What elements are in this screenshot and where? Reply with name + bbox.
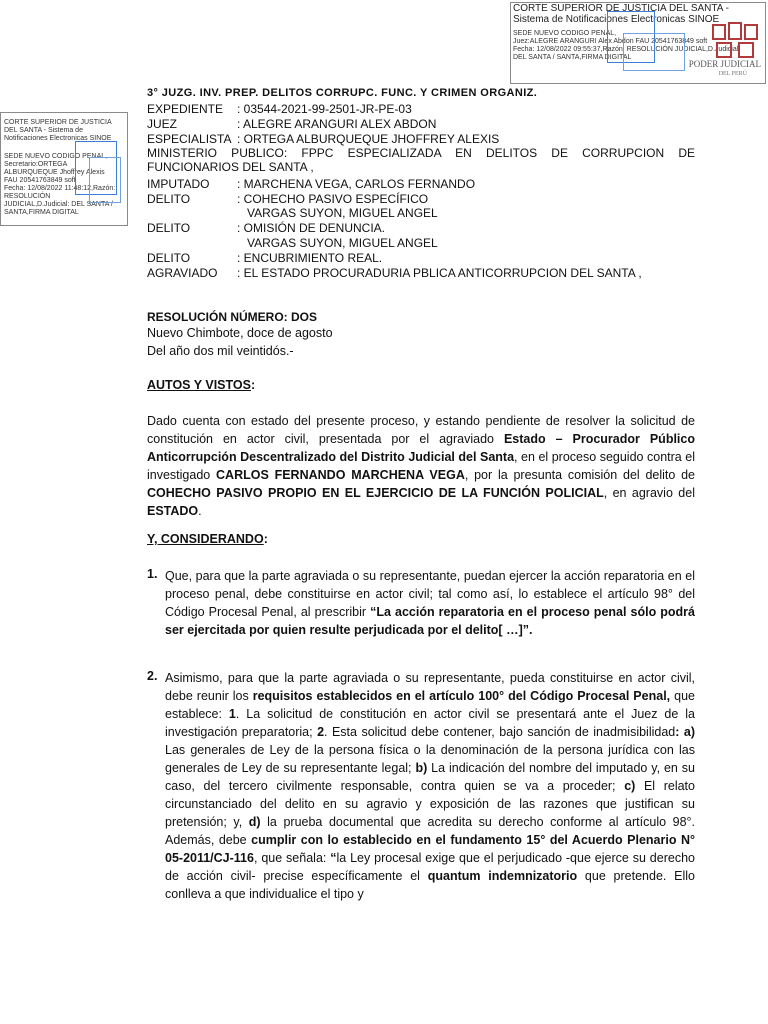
autos-heading: AUTOS Y VISTOS:	[147, 378, 256, 392]
ministerio-line: MINISTERIO PUBLICO: FPPC ESPECIALIZADA EN DELITOS DE CORRUPCION DE	[147, 146, 695, 160]
paragraph-number: 2.	[147, 669, 158, 683]
signature-seal-icon	[89, 157, 121, 203]
considerando-paragraph-2: Asimismo, para que la parte agraviada o su representante, pueda constituirse en actor civil, debe reunir los requisitos establecidos en el artículo 100° del Código Procesal Penal, que establece: 1. La solicitud de constitución en actor civil se presentará ante el Juez de la investigación preparatoria; 2. Esta solicitud debe contener, bajo sanción de inadmisibilidad: a) Las generales de Ley de la persona física o la denominación de la persona jurídica con las generales de Ley de su representante legal; b) La indicación del nombre del imputado y, en su caso, del tercero civilmente responsable, contra quien se va a proceder; c) El relato circunstanciado del delito en su agravio y exposición de las razones que justifican su pretensión; y, d) la prueba documental que acredita su derecho conforme al artículo 98°. Además, debe cumplir con lo establecido en el fundamento 15° del Acuerdo Plenario N° 05-2011/CJ-116, que señala: “la Ley procesal exige que el perjudicado -que ejerce su derecho de acción civil- precise específicamente el quantum indemnizatorio que pretende. Ello conlleva a que individualice el tipo y	[165, 671, 695, 901]
delito-value: : OMISIÓN DE DENUNCIA.	[237, 221, 386, 235]
place-date: Nuevo Chimbote, doce de agosto	[147, 326, 333, 340]
stamp-line: DEL SANTA / SANTA,FIRMA DIGITAL	[513, 54, 632, 61]
considerando-paragraph-1: Que, para que la parte agraviada o su representante, puedan ejercer la acción reparatoria en el proceso penal, debe constituirse en actor civil; tal como así, lo establece el artículo 98° del Código Procesal Penal, al prescribir “La acción reparatoria en el proceso penal sólo podrá ser ejercitada por quien resulte perjudicada por el delito[ …]”.	[165, 569, 695, 637]
stamp-line: Fecha: 12/08/2022 11:48:12,Razón:	[4, 185, 116, 192]
stamp-line: FAU 20541763849 soft	[4, 177, 76, 184]
delito-value: : ENCUBRIMIENTO REAL.	[237, 251, 383, 265]
expediente-value: : 03544-2021-99-2501-JR-PE-03	[237, 102, 412, 116]
stamp-line: JUDICIAL,D.Judicial: DEL SANTA /	[4, 201, 113, 208]
juez-label: JUEZ	[147, 117, 177, 131]
especialista-label: ESPECIALISTA	[147, 132, 232, 146]
stamp-line: Notificaciones Electronicas SINOE	[4, 135, 112, 142]
stamp-line: CORTE SUPERIOR DE JUSTICIA	[4, 119, 112, 126]
stamp-line: Sistema de Notificaciones Electronicas SINOE	[513, 14, 720, 25]
stamp-line: SEDE NUEVO CODIGO PENAL,	[513, 30, 617, 37]
digital-signature-stamp-secretary	[0, 112, 128, 226]
ministerio-publico	[147, 146, 695, 174]
stamp-line: Juez:ALEGRE ARANGURI Alex Abdon FAU 20541763849 soft	[513, 38, 708, 45]
agraviado-value: : EL ESTADO PROCURADURIA PBLICA ANTICORRUPCION DEL SANTA ,	[237, 266, 642, 280]
delito-person: VARGAS SUYON, MIGUEL ANGEL	[247, 236, 438, 250]
digital-signature-stamp-judge	[510, 2, 766, 84]
delito-value: : COHECHO PASIVO ESPECÍFICO	[237, 192, 429, 206]
poder-judicial-logo-subtext: DEL PERÚ	[718, 71, 747, 77]
especialista-value: : ORTEGA ALBURQUEQUE JHOFFREY ALEXIS	[237, 132, 500, 146]
stamp-line: Fecha: 12/08/2022 09:55:37,Razón: RESOLUCIÓN JUDICIAL,D.Judicial:	[513, 46, 741, 53]
delito-person: VARGAS SUYON, MIGUEL ANGEL	[247, 206, 438, 220]
imputado-value: : MARCHENA VEGA, CARLOS FERNANDO	[237, 177, 476, 191]
stamp-line: DEL SANTA - Sistema de	[4, 127, 83, 134]
expediente-label: EXPEDIENTE	[147, 102, 224, 116]
stamp-line: ALBURQUEQUE Jhoffrey Alexis	[4, 169, 105, 176]
imputado-label: IMPUTADO	[147, 177, 210, 191]
stamp-line: Secretario:ORTEGA	[4, 161, 68, 168]
poder-judicial-logo-text: PODER JUDICIAL	[688, 59, 761, 69]
year-line: Del año dos mil veintidós.-	[147, 344, 294, 358]
paragraph-number: 1.	[147, 567, 158, 581]
signature-seal-icon	[623, 33, 685, 71]
agraviado-label: AGRAVIADO	[147, 266, 218, 280]
juez-value: : ALEGRE ARANGURI ALEX ABDON	[237, 117, 437, 131]
delito-label: DELITO	[147, 221, 191, 235]
resolution-number: RESOLUCIÓN NÚMERO: DOS	[147, 310, 318, 324]
stamp-line: SANTA,FIRMA DIGITAL	[4, 209, 79, 216]
stamp-line: RESOLUCIÓN	[4, 193, 51, 200]
autos-paragraph: Dado cuenta con estado del presente proceso, y estando pendiente de resolver la solicitud de constitución en actor civil, presentada por el agraviado Estado – Procurador Público Anticorrupción Descentralizado del Distrito Judicial del Santa, en el proceso seguido contra el investigado CARLOS FERNANDO MARCHENA VEGA, por la presunta comisión del delito de COHECHO PASIVO PROPIO EN EL EJERCICIO DE LA FUNCIÓN POLICIAL, en agravio del ESTADO.	[147, 414, 696, 518]
considerando-heading: Y, CONSIDERANDO:	[147, 532, 268, 546]
stamp-line: CORTE SUPERIOR DE JUSTICIA DEL SANTA -	[513, 3, 729, 14]
stamp-line: SEDE NUEVO CODIGO PENAL,	[4, 153, 108, 160]
delito-label: DELITO	[147, 192, 191, 206]
court-title: 3° JUZG. INV. PREP. DELITOS CORRUPC. FUNC. Y CRIMEN ORGANIZ.	[147, 87, 538, 99]
delito-label: DELITO	[147, 251, 191, 265]
ministerio-line: FUNCIONARIOS DEL SANTA ,	[147, 160, 314, 174]
